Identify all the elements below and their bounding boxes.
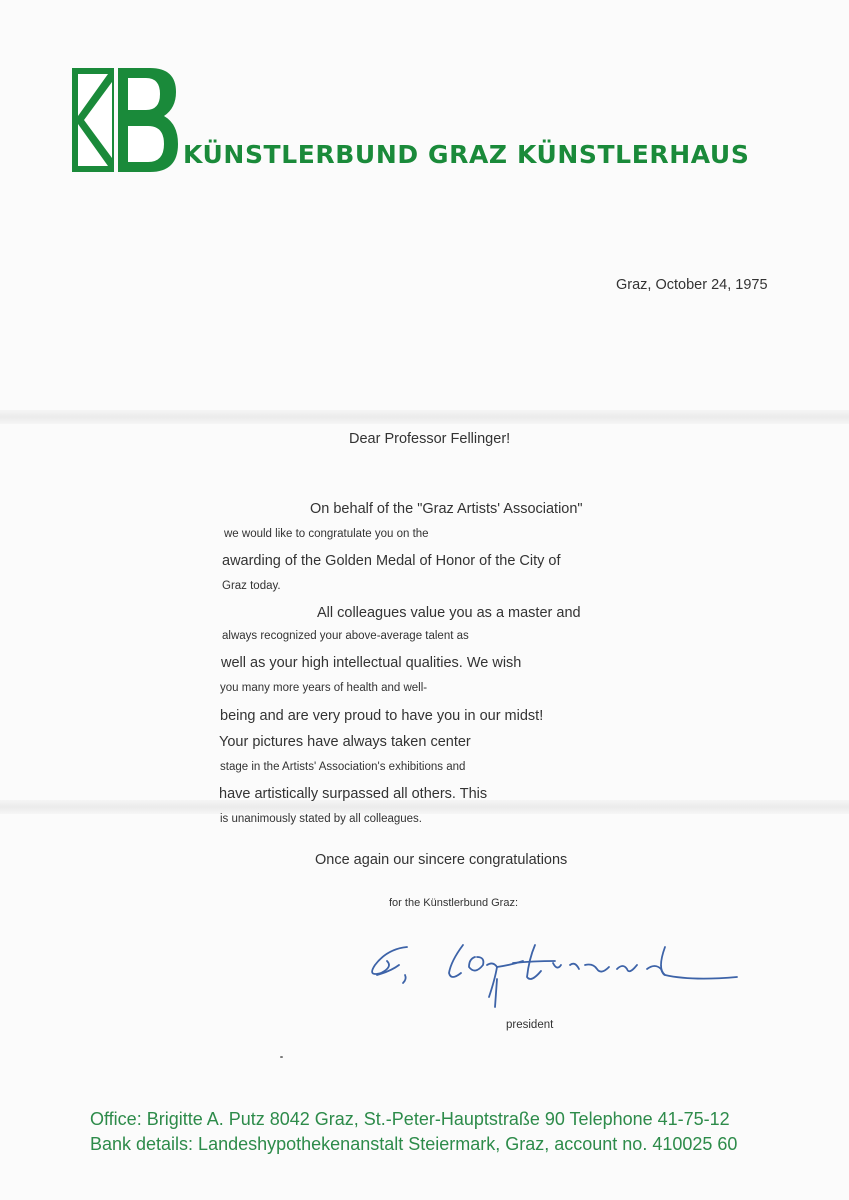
footer-bank: Bank details: Landeshypothekenanstalt Steiermark, Graz, account no. 410025 60 <box>90 1134 738 1154</box>
body-line: well as your high intellectual qualities. We wish <box>221 655 522 671</box>
body-line: Graz today. <box>222 580 281 592</box>
kb-logo <box>72 68 178 172</box>
signatory-organization: for the Künstlerbund Graz: <box>389 897 519 909</box>
body-line: Your pictures have always taken center <box>219 734 471 750</box>
body-line: being and are very proud to have you in our midst! <box>220 708 544 724</box>
letter-date: Graz, October 24, 1975 <box>616 277 768 293</box>
closing-line: Once again our sincere congratulations <box>315 852 568 868</box>
signatory-title: president <box>506 1019 554 1031</box>
paper-fold <box>0 800 849 814</box>
handwritten-signature <box>365 935 750 1010</box>
body-line: have artistically surpassed all others. This <box>219 786 488 802</box>
body-line: always recognized your above-average talent as <box>222 630 469 642</box>
organization-name: KÜNSTLERBUND GRAZ KÜNSTLERHAUS <box>183 140 750 169</box>
salutation: Dear Professor Fellinger! <box>349 431 511 447</box>
body-line: stage in the Artists' Association's exhibitions and <box>220 761 466 773</box>
footer-office: Office: Brigitte A. Putz 8042 Graz, St.-Peter-Hauptstraße 90 Telephone 41-75-12 <box>90 1109 730 1129</box>
body-line: awarding of the Golden Medal of Honor of the City of <box>222 553 561 569</box>
paper-fold <box>0 410 849 424</box>
body-line: All colleagues value you as a master and <box>317 605 581 621</box>
body-line: On behalf of the "Graz Artists' Association" <box>310 501 583 517</box>
body-line: you many more years of health and well- <box>220 682 428 694</box>
body-line: we would like to congratulate you on the <box>224 528 429 540</box>
paper-speck <box>280 1056 283 1058</box>
body-line: is unanimously stated by all colleagues. <box>220 813 423 825</box>
